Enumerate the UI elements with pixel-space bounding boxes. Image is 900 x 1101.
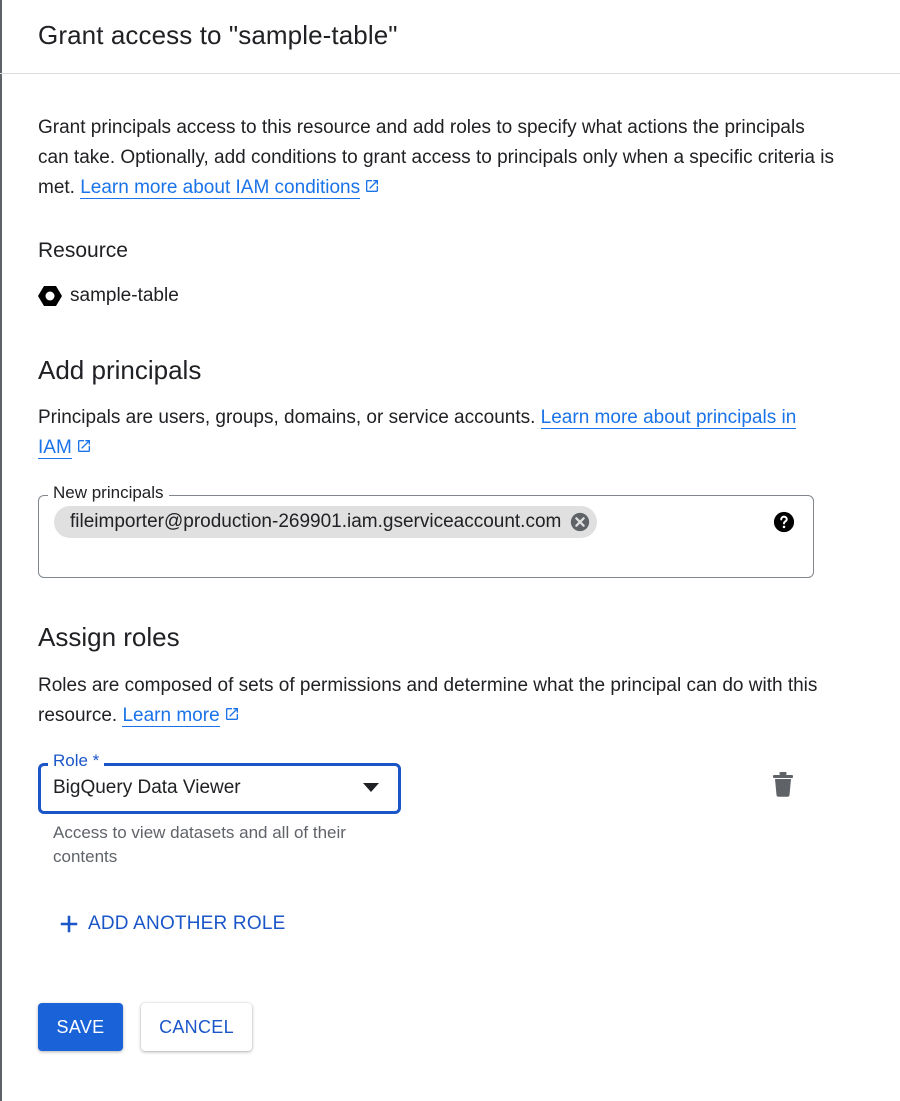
- cancel-button[interactable]: CANCEL: [141, 1003, 252, 1051]
- new-principals-label: New principals: [48, 483, 169, 503]
- principals-learn-more-link[interactable]: Learn more about principals in IAM: [38, 407, 797, 458]
- plus-icon: [58, 913, 80, 935]
- role-select-value: BigQuery Data Viewer: [53, 777, 241, 798]
- roles-learn-more-link[interactable]: Learn more: [122, 705, 220, 726]
- roles-description: [38, 671, 828, 731]
- role-select-label: Role *: [48, 751, 104, 771]
- intro-text: [38, 113, 838, 203]
- resource-heading: Resource: [38, 239, 128, 262]
- iam-conditions-link[interactable]: Learn more about IAM conditions: [80, 177, 361, 198]
- dialog-title: Grant access to "sample-table": [38, 20, 398, 50]
- principal-chip[interactable]: [54, 506, 597, 538]
- window-edge: [0, 0, 2, 1101]
- delete-role-icon[interactable]: [772, 771, 794, 797]
- resource-row: [38, 283, 179, 309]
- resource-name: sample-table: [70, 285, 179, 306]
- roles-description-text: Roles are composed of sets of permissions and determine what the principal can do with this resource.: [38, 675, 818, 726]
- external-link-icon[interactable]: [224, 706, 240, 722]
- add-principals-heading: Add principals: [38, 355, 202, 385]
- dropdown-arrow-icon[interactable]: [363, 783, 379, 792]
- external-link-icon[interactable]: [364, 178, 380, 194]
- assign-roles-heading: Assign roles: [38, 622, 180, 652]
- intro-description: Grant principals access to this resource and add roles to specify what actions the principals can take. Optionally, add conditions to grant access to principals only when a specific criteria is met.: [38, 117, 834, 198]
- principals-description-text: Principals are users, groups, domains, or service accounts.: [38, 407, 536, 428]
- principals-description: [38, 403, 828, 463]
- help-icon[interactable]: [773, 511, 795, 533]
- remove-chip-icon[interactable]: [569, 511, 591, 533]
- dialog-header: [0, 0, 900, 74]
- bigquery-table-icon: [38, 284, 62, 308]
- principal-chip-label: fileimporter@production-269901.iam.gserviceaccount.com: [70, 511, 562, 532]
- add-another-role-button[interactable]: [58, 910, 285, 938]
- external-link-icon[interactable]: [76, 438, 92, 454]
- role-help-text: Access to view datasets and all of their contents: [53, 823, 346, 866]
- add-another-role-label: ADD ANOTHER ROLE: [88, 913, 286, 934]
- save-button[interactable]: SAVE: [38, 1003, 123, 1051]
